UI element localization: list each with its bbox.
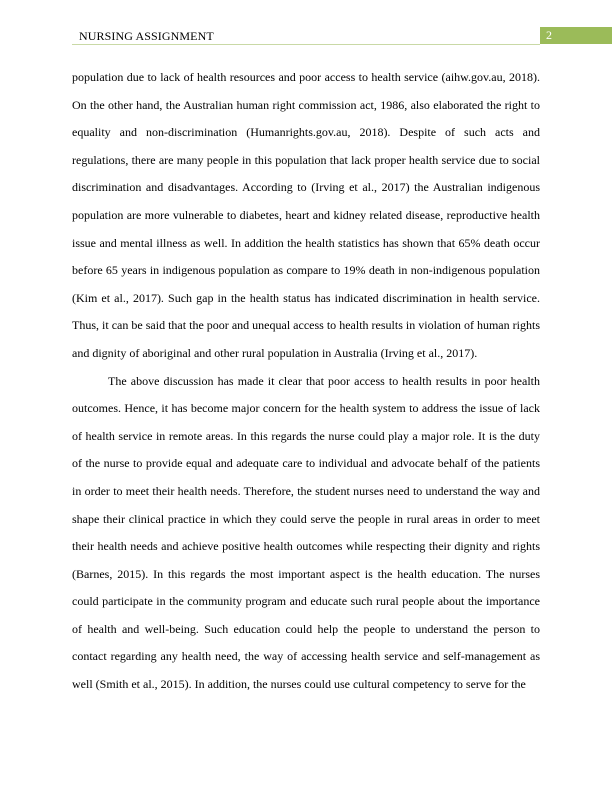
page-header <box>0 0 612 48</box>
header-divider <box>72 44 540 45</box>
document-body <box>72 64 540 699</box>
body-paragraph: population due to lack of health resources and poor access to health service (aihw.gov.au, 2018). On the other hand, the Australian human right commission act, 1986, also elaborated the right to equality and non-discrimination (Humanrights.gov.au, 2018). Despite of such acts and regulations, there are many people in this population that lack proper health service due to social discrimination and disadvantages. According to (Irving et al., 2017) the Australian indigenous population are more vulnerable to diabetes, heart and kidney related disease, reproductive health issue and mental illness as well. In addition the health statistics has shown that 65% death occur before 65 years in indigenous population as compare to 19% death in non-indigenous population (Kim et al., 2017). Such gap in the health status has indicated discrimination in health service. Thus, it can be said that the poor and unequal access to health results in violation of human rights and dignity of aboriginal and other rural population in Australia (Irving et al., 2017). <box>72 70 540 360</box>
running-header-title: NURSING ASSIGNMENT <box>79 29 214 43</box>
page-number: 2 <box>540 27 612 44</box>
body-paragraph: The above discussion has made it clear that poor access to health results in poor health outcomes. Hence, it has become major concern for the health system to address the issue of lack of health service in remote areas. In this regards the nurse could play a major role. It is the duty of the nurse to provide equal and adequate care to individual and advocate behalf of the patients in order to meet their health needs. Therefore, the student nurses need to understand the way and shape their clinical practice in which they could serve the people in rural areas in order to meet their health needs and achieve positive health outcomes while respecting their dignity and rights (Barnes, 2015). In this regards the most important aspect is the health education. The nurses could participate in the community program and educate such rural people about the importance of health and well-being. Such education could help the people to understand the person to contact regarding any health need, the way of accessing health service and self-management as well (Smith et al., 2015). In addition, the nurses could use cultural competency to serve for the <box>72 373 540 692</box>
